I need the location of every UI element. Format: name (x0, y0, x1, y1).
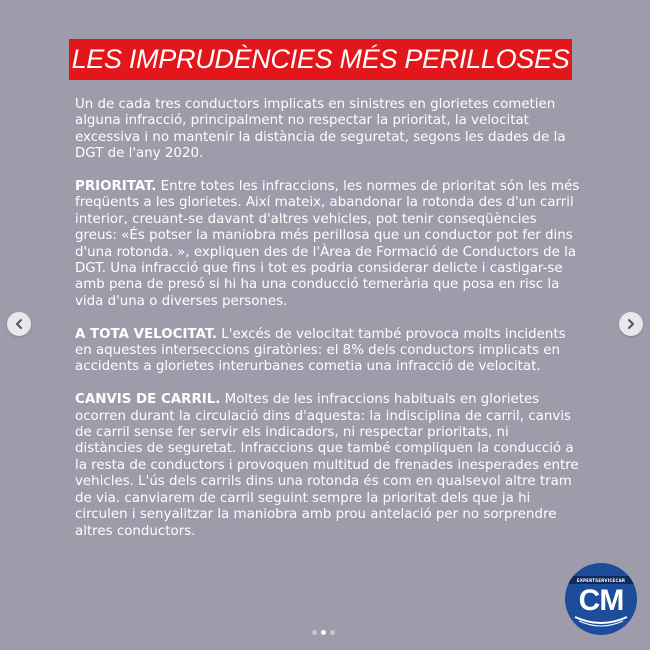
logo-swoosh-icon (573, 615, 629, 627)
carousel-dot-active[interactable] (321, 630, 326, 635)
section-priority (75, 179, 580, 310)
section-heading: A TOTA VELOCITAT. (75, 326, 218, 342)
section-text: L'excés de velocitat també provoca molts incidents en aquestes interseccions giratòries: el 8% dels conductors implicats en accidents a glorietes interurbanes cometia una infracció de velocitat. (75, 326, 566, 375)
section-text: Moltes de les infraccions habituals en glorietes ocorren durant la circulació dins d'aquesta: la indisciplina de carril, canvis de carril sense fer servir els indicadors, ni respectar prioritats, ni distàncies de seguretat. Infraccions que també compliquen la conducció a la resta de conductors i provoquen multitud de frenades inesperades entre vehicles. L'ús dels carrils dins una rotonda és com en qualsevol altre tram de via. canviarem de carril seguint sempre la prioritat dels que ja hi circulen i senyalitzar la maniobra amb prou antelació per no sorprendre altres conductors. (75, 392, 579, 539)
logo-initials: CM (578, 584, 624, 617)
carousel-next-button[interactable] (619, 312, 643, 336)
carousel-indicator (312, 630, 335, 635)
brand-logo (565, 563, 637, 635)
chevron-right-icon (625, 318, 637, 330)
logo-tagline: EXPERTSERVICECAR (576, 577, 626, 583)
intro-paragraph: Un de cada tres conductors implicats en sinistres en glorietes cometien alguna infracció, principalment no respectar la prioritat, la velocitat excessiva i no mantenir la distància de seguretat, segons les dades de la DGT de l'any 2020. (75, 97, 566, 162)
section-heading: CANVIS DE CARRIL. (75, 392, 221, 408)
section-text: Entre totes les infraccions, les normes de prioritat són les més freqüents a les glorietes. Així mateix, abandonar la rotonda des d'un carril interior, creuant-se davant d'altres vehicles, pot tenir conseqüències greus: «És potser la maniobra més perillosa que un conductor pot fer dins d'una rotonda. », expliquen des de l'Àrea de Formació de Conductors de la DGT. Una infracció que fins i tot es podria considerar delicte i castigar-se amb pena de presó si hi ha una conducció temerària que posa en risc la vida d'una o diverses persones. (75, 179, 580, 309)
carousel-dot[interactable] (312, 630, 317, 635)
section-speed (75, 327, 580, 376)
carousel-dot[interactable] (330, 630, 335, 635)
article-body (75, 97, 580, 556)
section-heading: PRIORITAT. (75, 179, 157, 195)
chevron-left-icon (13, 318, 25, 330)
title-banner (69, 39, 572, 80)
section-lane-change (75, 392, 580, 540)
logo-stripe (565, 576, 637, 584)
carousel-prev-button[interactable] (7, 312, 31, 336)
page-title: LES IMPRUDÈNCIES MÉS PERILLOSES (71, 44, 570, 74)
